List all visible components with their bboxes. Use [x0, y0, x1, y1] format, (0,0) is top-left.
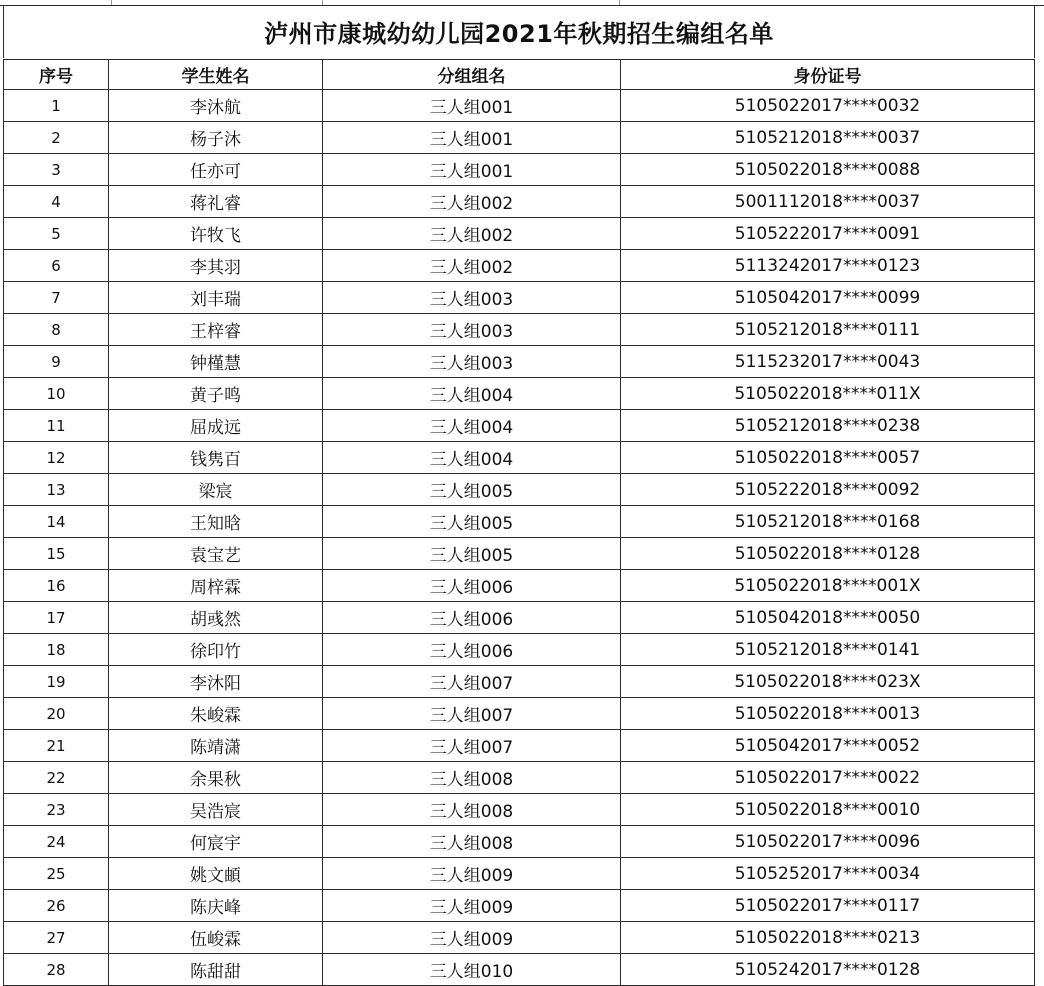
- table-row: [4, 474, 1035, 506]
- cell-student-name[interactable]: 屈成远: [109, 410, 323, 442]
- table-row: [4, 90, 1035, 122]
- cell-student-name[interactable]: 陈甜甜: [109, 954, 323, 986]
- cell-group-name[interactable]: 三人组001: [323, 154, 621, 186]
- table-row: [4, 410, 1035, 442]
- table-row: [4, 186, 1035, 218]
- cell-id-number[interactable]: 5105212018****0141: [621, 634, 1035, 666]
- table-row: [4, 762, 1035, 794]
- cell-student-name[interactable]: 钱隽百: [109, 442, 323, 474]
- cell-index[interactable]: 22: [4, 762, 109, 794]
- cell-student-name[interactable]: 胡彧然: [109, 602, 323, 634]
- header-row: [4, 60, 1035, 90]
- cell-group-name[interactable]: 三人组009: [323, 858, 621, 890]
- cell-id-number[interactable]: 5105042017****0099: [621, 282, 1035, 314]
- cell-index[interactable]: 16: [4, 570, 109, 602]
- cell-student-name[interactable]: 何宸宇: [109, 826, 323, 858]
- cell-student-name[interactable]: 许牧飞: [109, 218, 323, 250]
- table-row: [4, 570, 1035, 602]
- cell-group-name[interactable]: 三人组002: [323, 218, 621, 250]
- cell-student-name[interactable]: 李沐阳: [109, 666, 323, 698]
- table-row: [4, 922, 1035, 954]
- cell-id-number[interactable]: 5105022018****001X: [621, 570, 1035, 602]
- table-row: [4, 442, 1035, 474]
- cell-id-number[interactable]: 5105042018****0050: [621, 602, 1035, 634]
- cell-group-name[interactable]: 三人组008: [323, 826, 621, 858]
- cell-group-name[interactable]: 三人组007: [323, 730, 621, 762]
- cell-group-name[interactable]: 三人组009: [323, 890, 621, 922]
- cell-group-name[interactable]: 三人组004: [323, 378, 621, 410]
- cell-student-name[interactable]: 刘丰瑞: [109, 282, 323, 314]
- cell-index[interactable]: 25: [4, 858, 109, 890]
- cell-id-number[interactable]: 5105022018****0013: [621, 698, 1035, 730]
- cell-index[interactable]: 19: [4, 666, 109, 698]
- table-body: [4, 90, 1035, 986]
- cell-index[interactable]: 17: [4, 602, 109, 634]
- cell-index[interactable]: 24: [4, 826, 109, 858]
- cell-student-name[interactable]: 杨子沐: [109, 122, 323, 154]
- cell-id-number[interactable]: 5105242017****0128: [621, 954, 1035, 986]
- cell-index[interactable]: 20: [4, 698, 109, 730]
- cell-id-number[interactable]: 5105222018****0092: [621, 474, 1035, 506]
- cell-student-name[interactable]: 梁宸: [109, 474, 323, 506]
- table-row: [4, 346, 1035, 378]
- cell-index[interactable]: 4: [4, 186, 109, 218]
- table-row: [4, 282, 1035, 314]
- cell-group-name[interactable]: 三人组008: [323, 762, 621, 794]
- cell-index[interactable]: 9: [4, 346, 109, 378]
- cell-group-name[interactable]: 三人组005: [323, 506, 621, 538]
- table-row: [4, 378, 1035, 410]
- cell-index[interactable]: 15: [4, 538, 109, 570]
- cell-group-name[interactable]: 三人组006: [323, 602, 621, 634]
- cell-group-name[interactable]: 三人组004: [323, 410, 621, 442]
- cell-group-name[interactable]: 三人组005: [323, 538, 621, 570]
- cell-group-name[interactable]: 三人组009: [323, 922, 621, 954]
- header-id-number[interactable]: 身份证号: [621, 60, 1035, 90]
- table-row: [4, 218, 1035, 250]
- cell-index[interactable]: 5: [4, 218, 109, 250]
- cell-index[interactable]: 6: [4, 250, 109, 282]
- cell-index[interactable]: 12: [4, 442, 109, 474]
- cell-index[interactable]: 14: [4, 506, 109, 538]
- cell-id-number[interactable]: 5105022018****0088: [621, 154, 1035, 186]
- cell-index[interactable]: 11: [4, 410, 109, 442]
- cell-student-name[interactable]: 周梓霖: [109, 570, 323, 602]
- cell-index[interactable]: 27: [4, 922, 109, 954]
- cell-id-number[interactable]: 5105042017****0052: [621, 730, 1035, 762]
- cell-id-number[interactable]: 5115232017****0043: [621, 346, 1035, 378]
- cell-student-name[interactable]: 袁宝艺: [109, 538, 323, 570]
- table-row: [4, 314, 1035, 346]
- cell-group-name[interactable]: 三人组006: [323, 570, 621, 602]
- enrollment-table: [3, 59, 1035, 986]
- cell-index[interactable]: 1: [4, 90, 109, 122]
- table-row: [4, 730, 1035, 762]
- table-row: [4, 858, 1035, 890]
- table-row: [4, 506, 1035, 538]
- cell-id-number[interactable]: 5105222017****0091: [621, 218, 1035, 250]
- cell-group-name[interactable]: 三人组001: [323, 122, 621, 154]
- cell-id-number[interactable]: 5105022018****011X: [621, 378, 1035, 410]
- cell-index[interactable]: 3: [4, 154, 109, 186]
- cell-index[interactable]: 21: [4, 730, 109, 762]
- cell-index[interactable]: 26: [4, 890, 109, 922]
- table-row: [4, 794, 1035, 826]
- cell-student-name[interactable]: 钟槿慧: [109, 346, 323, 378]
- header-student-name[interactable]: 学生姓名: [109, 60, 323, 90]
- cell-group-name[interactable]: 三人组006: [323, 634, 621, 666]
- cell-student-name[interactable]: 伍峻霖: [109, 922, 323, 954]
- table-row: [4, 954, 1035, 986]
- cell-group-name[interactable]: 三人组003: [323, 346, 621, 378]
- table-row: [4, 602, 1035, 634]
- cell-index[interactable]: 8: [4, 314, 109, 346]
- cell-group-name[interactable]: 三人组005: [323, 474, 621, 506]
- cell-student-name[interactable]: 吴浩宸: [109, 794, 323, 826]
- cell-student-name[interactable]: 徐印竹: [109, 634, 323, 666]
- cell-index[interactable]: 7: [4, 282, 109, 314]
- cell-student-name[interactable]: 姚文頔: [109, 858, 323, 890]
- table-row: [4, 250, 1035, 282]
- table-row: [4, 698, 1035, 730]
- cell-id-number[interactable]: 5105022018****0057: [621, 442, 1035, 474]
- cell-id-number[interactable]: 5105212018****0111: [621, 314, 1035, 346]
- header-index[interactable]: 序号: [4, 60, 109, 90]
- table-row: [4, 634, 1035, 666]
- cell-index[interactable]: 13: [4, 474, 109, 506]
- table-row: [4, 122, 1035, 154]
- table-row: [4, 826, 1035, 858]
- sheet-title: 泸州市康城幼幼儿园2021年秋期招生编组名单: [3, 5, 1035, 58]
- cell-group-name[interactable]: 三人组004: [323, 442, 621, 474]
- cell-group-name[interactable]: 三人组002: [323, 186, 621, 218]
- cell-student-name[interactable]: 朱峻霖: [109, 698, 323, 730]
- cell-id-number[interactable]: 5105212018****0168: [621, 506, 1035, 538]
- header-group-name[interactable]: 分组组名: [323, 60, 621, 90]
- cell-student-name[interactable]: 李其羽: [109, 250, 323, 282]
- table-row: [4, 538, 1035, 570]
- cell-student-name[interactable]: 陈靖潇: [109, 730, 323, 762]
- cell-id-number[interactable]: 5105212018****0037: [621, 122, 1035, 154]
- cell-group-name[interactable]: 三人组007: [323, 666, 621, 698]
- cell-student-name[interactable]: 黄子鸣: [109, 378, 323, 410]
- cell-student-name[interactable]: 陈庆峰: [109, 890, 323, 922]
- cell-id-number[interactable]: 5105022017****0022: [621, 762, 1035, 794]
- table-row: [4, 666, 1035, 698]
- cell-id-number[interactable]: 5105022018****0010: [621, 794, 1035, 826]
- cell-id-number[interactable]: 5105022017****0032: [621, 90, 1035, 122]
- cell-group-name[interactable]: 三人组001: [323, 90, 621, 122]
- cell-index[interactable]: 2: [4, 122, 109, 154]
- cell-student-name[interactable]: 李沐航: [109, 90, 323, 122]
- cell-group-name[interactable]: 三人组003: [323, 282, 621, 314]
- cell-index[interactable]: 28: [4, 954, 109, 986]
- cell-id-number[interactable]: 5105022017****0096: [621, 826, 1035, 858]
- cell-id-number[interactable]: 5105022018****023X: [621, 666, 1035, 698]
- cell-student-name[interactable]: 余果秋: [109, 762, 323, 794]
- cell-group-name[interactable]: 三人组008: [323, 794, 621, 826]
- cell-id-number[interactable]: 5105252017****0034: [621, 858, 1035, 890]
- cell-id-number[interactable]: 5113242017****0123: [621, 250, 1035, 282]
- cell-index[interactable]: 18: [4, 634, 109, 666]
- cell-group-name[interactable]: 三人组010: [323, 954, 621, 986]
- cell-id-number[interactable]: 5105022017****0117: [621, 890, 1035, 922]
- table-row: [4, 154, 1035, 186]
- cell-id-number[interactable]: 5105022018****0213: [621, 922, 1035, 954]
- cell-id-number[interactable]: 5105212018****0238: [621, 410, 1035, 442]
- cell-student-name[interactable]: 任亦可: [109, 154, 323, 186]
- cell-id-number[interactable]: 5001112018****0037: [621, 186, 1035, 218]
- cell-index[interactable]: 10: [4, 378, 109, 410]
- cell-group-name[interactable]: 三人组007: [323, 698, 621, 730]
- cell-group-name[interactable]: 三人组002: [323, 250, 621, 282]
- cell-id-number[interactable]: 5105022018****0128: [621, 538, 1035, 570]
- cell-student-name[interactable]: 王知晗: [109, 506, 323, 538]
- cell-student-name[interactable]: 蒋礼睿: [109, 186, 323, 218]
- cell-index[interactable]: 23: [4, 794, 109, 826]
- cell-student-name[interactable]: 王梓睿: [109, 314, 323, 346]
- cell-group-name[interactable]: 三人组003: [323, 314, 621, 346]
- table-row: [4, 890, 1035, 922]
